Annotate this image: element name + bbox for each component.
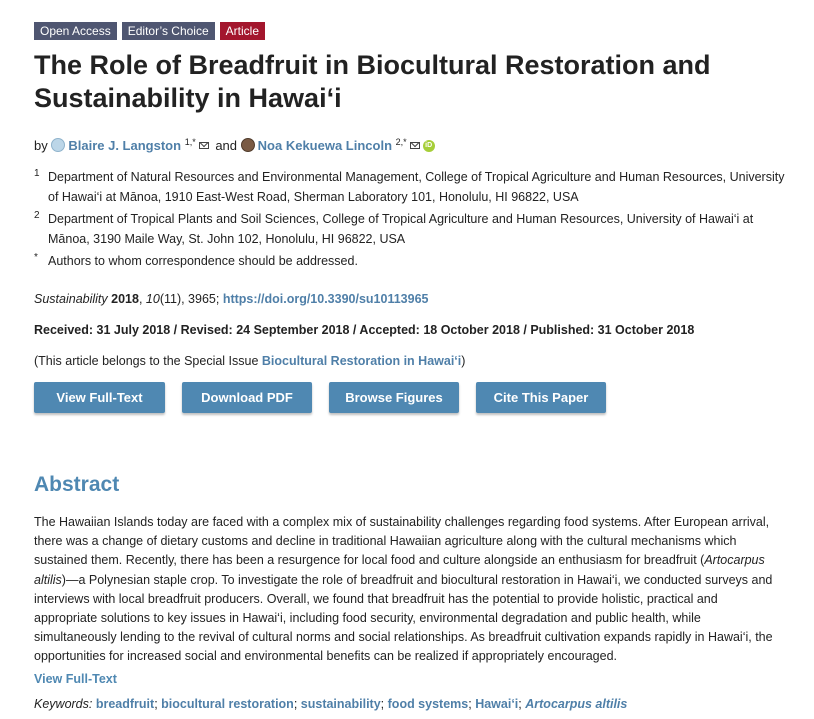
browse-figures-button[interactable]: Browse Figures [329,382,459,413]
editors-choice-badge[interactable]: Editor’s Choice [122,22,215,40]
keyword-link[interactable]: Hawai‘i [475,697,519,711]
keyword-link[interactable]: biocultural restoration [161,697,294,711]
abstract-heading: Abstract [34,473,120,496]
view-full-text-button[interactable]: View Full-Text [34,382,165,413]
and-label: and [215,138,238,153]
affiliation-text: Authors to whom correspondence should be addressed. [48,254,358,268]
open-access-badge[interactable]: Open Access [34,22,117,40]
abstract-view-full-text-link[interactable]: View Full-Text [34,672,117,686]
author-affiliation-sup: 1,* [184,137,196,147]
publication-dates: Received: 31 July 2018 / Revised: 24 September 2018 / Accepted: 18 October 2018 / Published: 31 October 2018 [34,323,695,337]
keywords-label: Keywords: [34,697,93,711]
author-list [34,132,435,156]
by-label: by [34,138,48,153]
article-type-badge: Article [220,22,265,40]
badge-row [34,22,265,40]
doi-link[interactable]: https://doi.org/10.3390/su10113965 [222,292,429,306]
citation-line: Sustainability 2018, 10(11), 3965; https://doi.org/10.3390/su10113965 [34,292,429,306]
email-icon[interactable] [199,142,209,149]
affiliation-text: Department of Tropical Plants and Soil Sciences, College of Tropical Agriculture and Human Resources, University of Hawai‘i at Mānoa, 3190 Maile Way, St. John 102, Honolulu, HI 96822, USA [48,212,754,246]
keyword-link[interactable]: sustainability [300,697,381,711]
abstract-text: The Hawaiian Islands today are faced with a complex mix of sustainability challenges regarding food systems. After European arrival, there was a change of dietary customs and decline in traditional Hawaiian agriculture along with the cultural mechanisms which sustained them. Recently, there has been a resurgence for local food and culture alongside an enthusiasm for breadfruit (Artocarpus altilis)—a Polynesian staple crop. To investigate the role of breadfruit and biocultural restoration in Hawai‘i, we conducted surveys and interviews with local breadfruit producers. Overall, we found that breadfruit has the potential to provide holistic, practical and appropriate solutions to key issues in Hawai‘i, including food security, environmental degradation and public health, while simultaneously lending to the revival of cultural norms and social relationships. As breadfruit cultivation expands rapidly in Hawai‘i, the opportunities for increased social and environmental benefits can be realized if appropriately encouraged. [34,515,773,664]
affiliation-number: 2 [34,210,40,221]
author-avatar-icon [51,138,65,152]
author-link-langston[interactable]: Blaire J. Langston [68,138,182,153]
author-link-lincoln[interactable]: Noa Kekuewa Lincoln [257,138,393,153]
cite-this-paper-button[interactable]: Cite This Paper [476,382,606,413]
citation-year: 2018 [111,292,139,306]
keyword-link[interactable]: breadfruit [95,697,155,711]
affiliation-number: 1 [34,168,40,179]
journal-name: Sustainability [34,292,108,306]
author-affiliation-sup: 2,* [395,137,407,147]
species-name: Artocarpus altilis [34,553,765,587]
special-issue-link[interactable]: Biocultural Restoration in Hawai‘i [261,354,462,368]
keyword-link[interactable]: food systems [387,697,469,711]
orcid-icon[interactable]: iD [423,140,435,152]
download-pdf-button[interactable]: Download PDF [182,382,312,413]
keyword-link[interactable]: Artocarpus altilis [525,697,628,711]
article-title: The Role of Breadfruit in Biocultural Restoration and Sustainability in Hawai‘i [34,50,711,113]
email-icon[interactable] [410,142,420,149]
affiliation-number: * [34,252,38,263]
author-avatar-icon [241,138,255,152]
citation-issue-pages: (11), 3965; [159,292,220,306]
citation-volume: 10 [145,292,160,306]
keywords: Keywords: breadfruit; biocultural restoration; sustainability; food systems; Hawai‘i; Artocarpus altilis [34,697,628,711]
special-issue-note: (This article belongs to the Special Issue Biocultural Restoration in Hawai‘i) [34,354,466,368]
affiliation-text: Department of Natural Resources and Environmental Management, College of Tropical Agriculture and Human Resources, University of Hawai‘i at Mānoa, 1910 East-West Road, Sherman Laboratory 101, Honolulu, HI 96822, USA [48,170,785,204]
